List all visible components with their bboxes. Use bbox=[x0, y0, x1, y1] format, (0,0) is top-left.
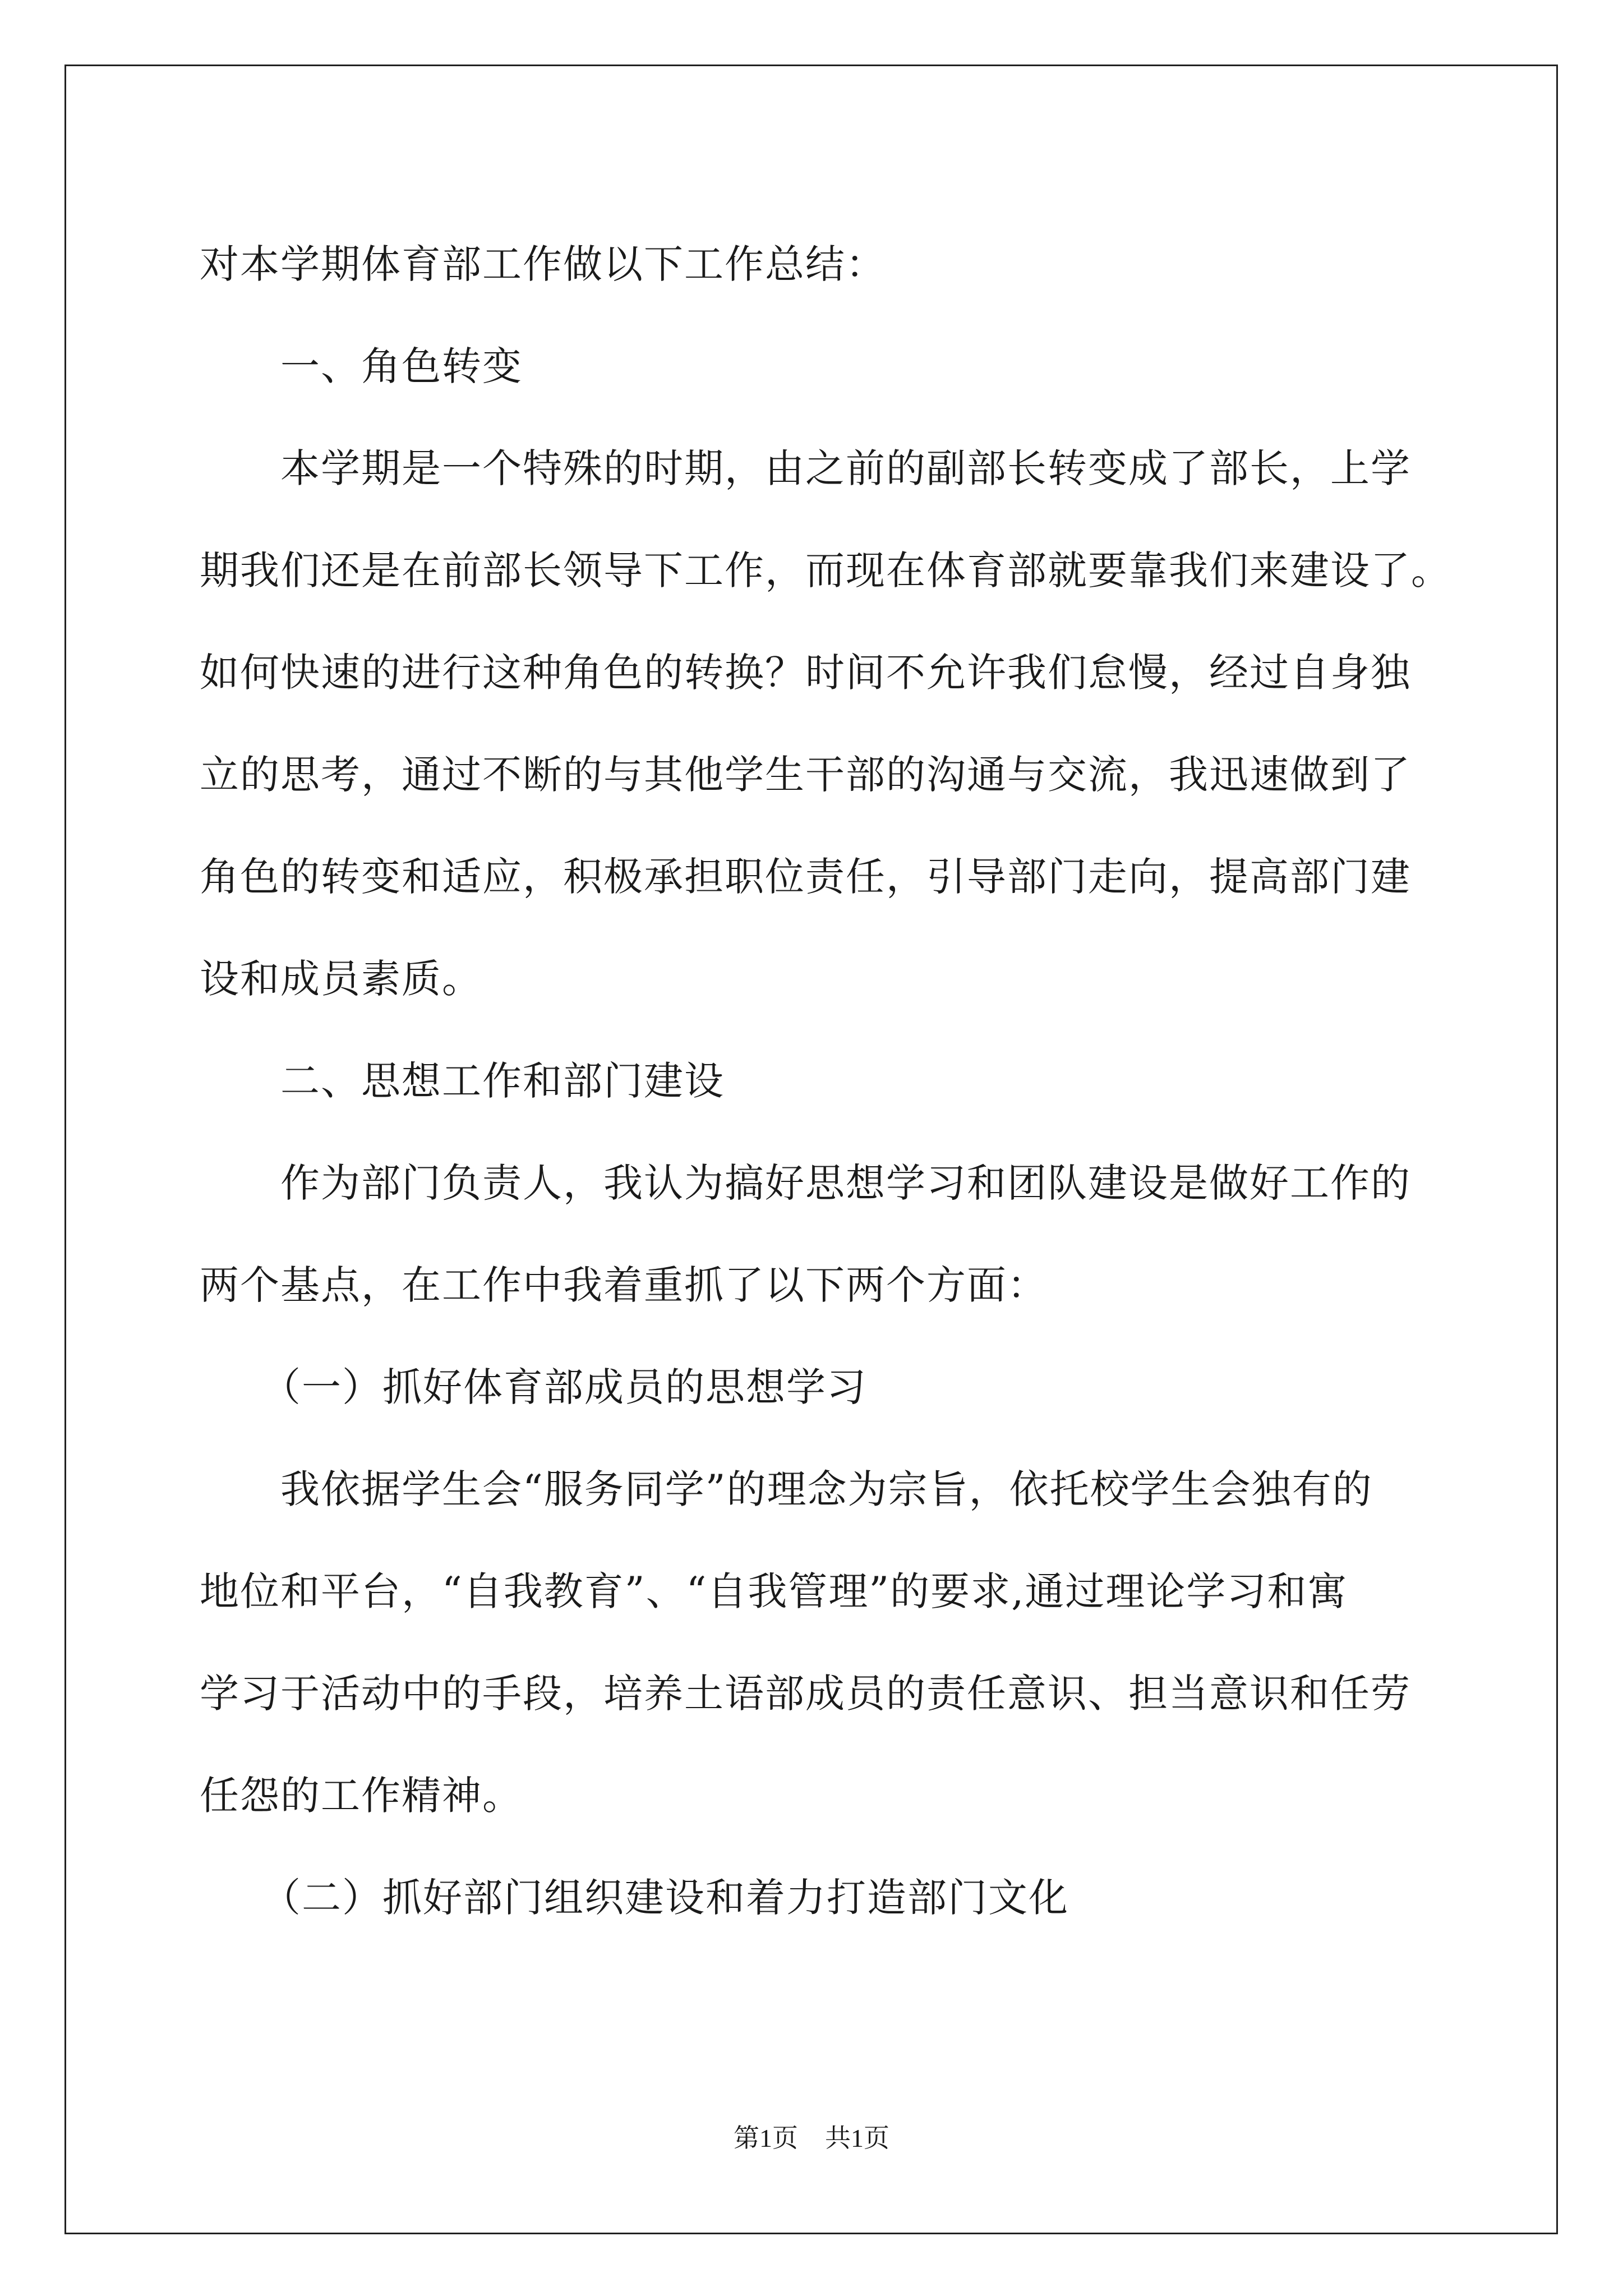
paragraph-1-line-3: 如何快速的进行这种角色的转换？时间不允许我们怠慢，经过自身独 bbox=[200, 650, 1411, 696]
page-number-total: 共1页 bbox=[825, 2124, 889, 2152]
paragraph-3-line-1: 我依据学生会“服务同学”的理念为宗旨，依托校学生会独有的 bbox=[280, 1466, 1373, 1512]
paragraph-1-line-6: 设和成员素质。 bbox=[200, 956, 482, 1002]
subsection-heading-1: （一）抓好体育部成员的思想学习 bbox=[261, 1364, 867, 1410]
intro-line: 对本学期体育部工作做以下工作总结： bbox=[200, 241, 886, 287]
paragraph-1-line-2: 期我们还是在前部长领导下工作，而现在体育部就要靠我们来建设了。 bbox=[200, 547, 1451, 593]
paragraph-2-line-1: 作为部门负责人，我认为搞好思想学习和团队建设是做好工作的 bbox=[280, 1160, 1411, 1206]
subsection-heading-2: （二）抓好部门组织建设和着力打造部门文化 bbox=[261, 1875, 1069, 1921]
paragraph-3-line-2: 地位和平台，“自我教育”、“自我管理”的要求,通过理论学习和寓 bbox=[200, 1568, 1348, 1614]
page-number-current: 第1页 bbox=[734, 2124, 798, 2152]
document-body bbox=[200, 213, 1451, 1949]
section-heading-2: 二、思想工作和部门建设 bbox=[280, 1058, 725, 1104]
paragraph-3-line-3: 学习于活动中的手段，培养土语部成员的责任意识、担当意识和任劳 bbox=[200, 1671, 1411, 1717]
paragraph-1-line-5: 角色的转变和适应，积极承担职位责任，引导部门走向，提高部门建 bbox=[200, 854, 1411, 900]
page-footer bbox=[0, 2118, 1623, 2155]
paragraph-1-line-4: 立的思考，通过不断的与其他学生干部的沟通与交流，我迅速做到了 bbox=[200, 752, 1411, 798]
section-heading-1: 一、角色转变 bbox=[280, 343, 523, 389]
paragraph-1-line-1: 本学期是一个特殊的时期，由之前的副部长转变成了部长，上学 bbox=[280, 445, 1411, 491]
paragraph-3-line-4: 任怨的工作精神。 bbox=[200, 1773, 523, 1819]
paragraph-2-line-2: 两个基点，在工作中我着重抓了以下两个方面： bbox=[200, 1262, 1048, 1308]
